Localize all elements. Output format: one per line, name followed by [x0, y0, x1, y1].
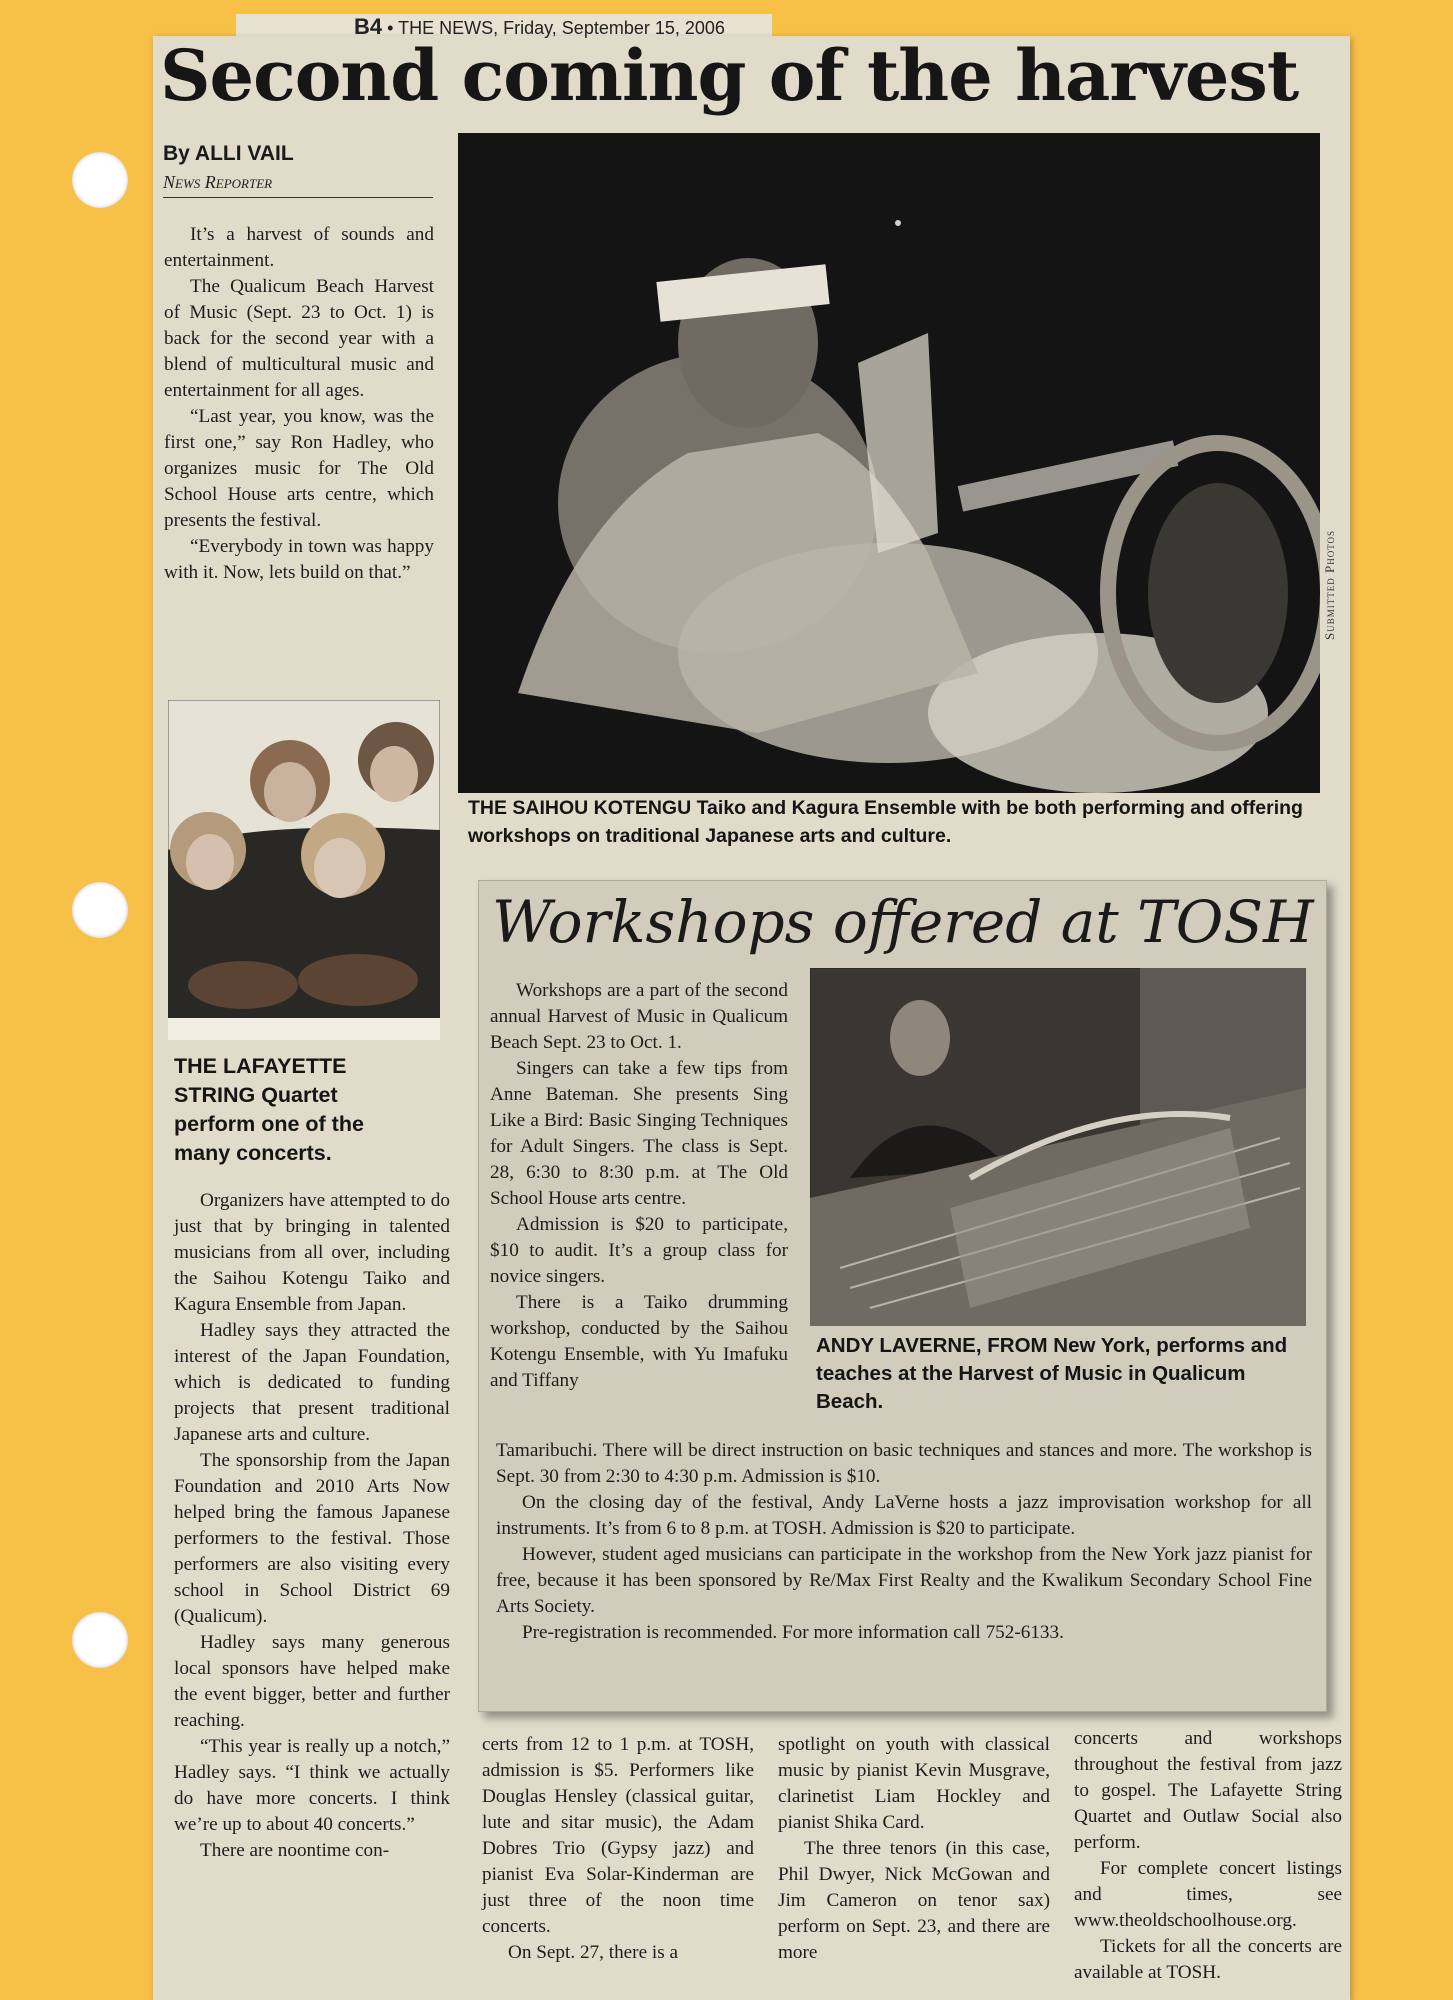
- paragraph: There is a Taiko drumming workshop, conducted by the Saihou Kotengu Ensemble, with Yu Imafuku and Tiffany: [490, 1292, 788, 1391]
- paragraph: On the closing day of the festival, Andy LaVerne hosts a jazz improvisation workshop for all instruments. It’s from 6 to 8 p.m. at TOSH. Admission is $20 to participate.: [496, 1492, 1312, 1539]
- paragraph: certs from 12 to 1 p.m. at TOSH, admission is $5. Performers like Douglas Hensley (classical guitar, lute and sitar music), the Adam Dobres Trio (Gypsy jazz) and pianist Eva Solar-Kinderman are just three of the noon time concerts.: [482, 1734, 754, 1937]
- paragraph: The sponsorship from the Japan Foundation and 2010 Arts Now helped bring the famous Japanese performers to the festival. Those performers are also visiting every school in School District 69 (Qualicum).: [174, 1450, 450, 1627]
- byline-role: News Reporter: [163, 172, 273, 192]
- headline: Second coming of the harvest: [160, 34, 1299, 117]
- paragraph: On Sept. 27, there is a: [508, 1942, 678, 1963]
- paragraph: However, student aged musicians can participate in the workshop from the New York jazz pianist for free, because it has been sponsored by Re/Max First Realty and the Kwalikum Secondary School Fine Arts Society.: [496, 1544, 1312, 1617]
- quartet-caption: THE LAFAYETTE STRING Quartet perform one of the many concerts.: [174, 1054, 364, 1165]
- sidebar-wide-text: [496, 1438, 1312, 1646]
- binder-hole-top: [72, 152, 128, 208]
- paragraph: Singers can take a few tips from Anne Bateman. She presents Sing Like a Bird: Basic Singing Techniques for Adult Singers. The class is Sept. 28, 6:30 to 8:30 p.m. at The Old School House arts centre.: [490, 1058, 788, 1209]
- paragraph: spotlight on youth with classical music by pianist Kevin Musgrave, clarinetist Liam Hockley and pianist Shika Card.: [778, 1734, 1050, 1833]
- dateline-text: • THE NEWS, Friday, September 15, 2006: [387, 18, 725, 38]
- paragraph: For complete concert listings and times, see www.theoldschoolhouse.org.: [1074, 1858, 1342, 1931]
- paragraph: Admission is $20 to participate, $10 to audit. It’s a group class for novice singers.: [490, 1214, 788, 1287]
- piano-caption: ANDY LAVERNE, FROM New York, performs and teaches at the Harvest of Music in Qualicum Beach.: [816, 1334, 1288, 1413]
- paragraph: Tamaribuchi. There will be direct instruction on basic techniques and stances and more. The workshop is Sept. 30 from 2:30 to 4:30 p.m. Admission is $10.: [496, 1440, 1312, 1487]
- paragraph: “This year is really up a notch,” Hadley says. “I think we actually do have more concerts. I think we’re up to about 40 concerts.”: [174, 1736, 450, 1835]
- photo-credit: Submitted Photos: [1322, 529, 1337, 640]
- paragraph: Workshops are a part of the second annual Harvest of Music in Qualicum Beach Sept. 23 to Oct. 1.: [490, 980, 788, 1053]
- page-number: B4: [354, 14, 383, 39]
- paragraph: The Qualicum Beach Harvest of Music (Sept. 23 to Oct. 1) is back for the second year with a blend of multicultural music and entertainment for all ages.: [164, 276, 434, 401]
- article-col3: [778, 1732, 1050, 1966]
- paragraph: “Everybody in town was happy with it. Now, lets build on that.”: [164, 536, 434, 583]
- byline-rule: [163, 197, 433, 198]
- byline: By ALLI VAIL: [163, 142, 294, 165]
- piano-player-photo: [810, 968, 1306, 1326]
- paragraph: The three tenors (in this case, Phil Dwyer, Nick McGowan and Jim Cameron on tenor sax) perform on Sept. 23, and there are more: [778, 1838, 1050, 1963]
- binder-hole-bottom: [72, 1612, 128, 1668]
- string-quartet-photo: [168, 700, 440, 1040]
- paragraph: Pre-registration is recommended. For more information call 752-6133.: [522, 1622, 1064, 1643]
- article-col1-top: [164, 222, 434, 586]
- paragraph: Hadley says they attracted the interest of the Japan Foundation, which is dedicated to funding projects that present traditional Japanese arts and culture.: [174, 1320, 450, 1445]
- paragraph: Tickets for all the concerts are available at TOSH.: [1074, 1936, 1342, 1983]
- paragraph: Organizers have attempted to do just that by bringing in talented musicians from all over, including the Saihou Kotengu Taiko and Kagura Ensemble from Japan.: [174, 1190, 450, 1315]
- article-col2: [482, 1732, 754, 1966]
- taiko-caption: THE SAIHOU KOTENGU Taiko and Kagura Ensemble with be both performing and offering workshops on traditional Japanese arts and culture.: [468, 797, 1303, 847]
- paragraph: There are noontime con-: [200, 1840, 390, 1861]
- paragraph: “Last year, you know, was the first one,” say Ron Hadley, who organizes music for The Old School House arts centre, which presents the festival.: [164, 406, 434, 531]
- taiko-drummer-photo: [458, 133, 1320, 793]
- article-col1-bottom: [174, 1188, 450, 1864]
- binder-hole-middle: [72, 882, 128, 938]
- sidebar-title: Workshops offered at TOSH: [492, 888, 1314, 956]
- article-col4: [1074, 1726, 1342, 1986]
- paragraph: concerts and workshops throughout the festival from jazz to gospel. The Lafayette String Quartet and Outlaw Social also perform.: [1074, 1728, 1342, 1853]
- paragraph: It’s a harvest of sounds and entertainment.: [164, 224, 434, 271]
- sidebar-left-column: [490, 978, 788, 1394]
- paragraph: Hadley says many generous local sponsors have helped make the event bigger, better and further reaching.: [174, 1632, 450, 1731]
